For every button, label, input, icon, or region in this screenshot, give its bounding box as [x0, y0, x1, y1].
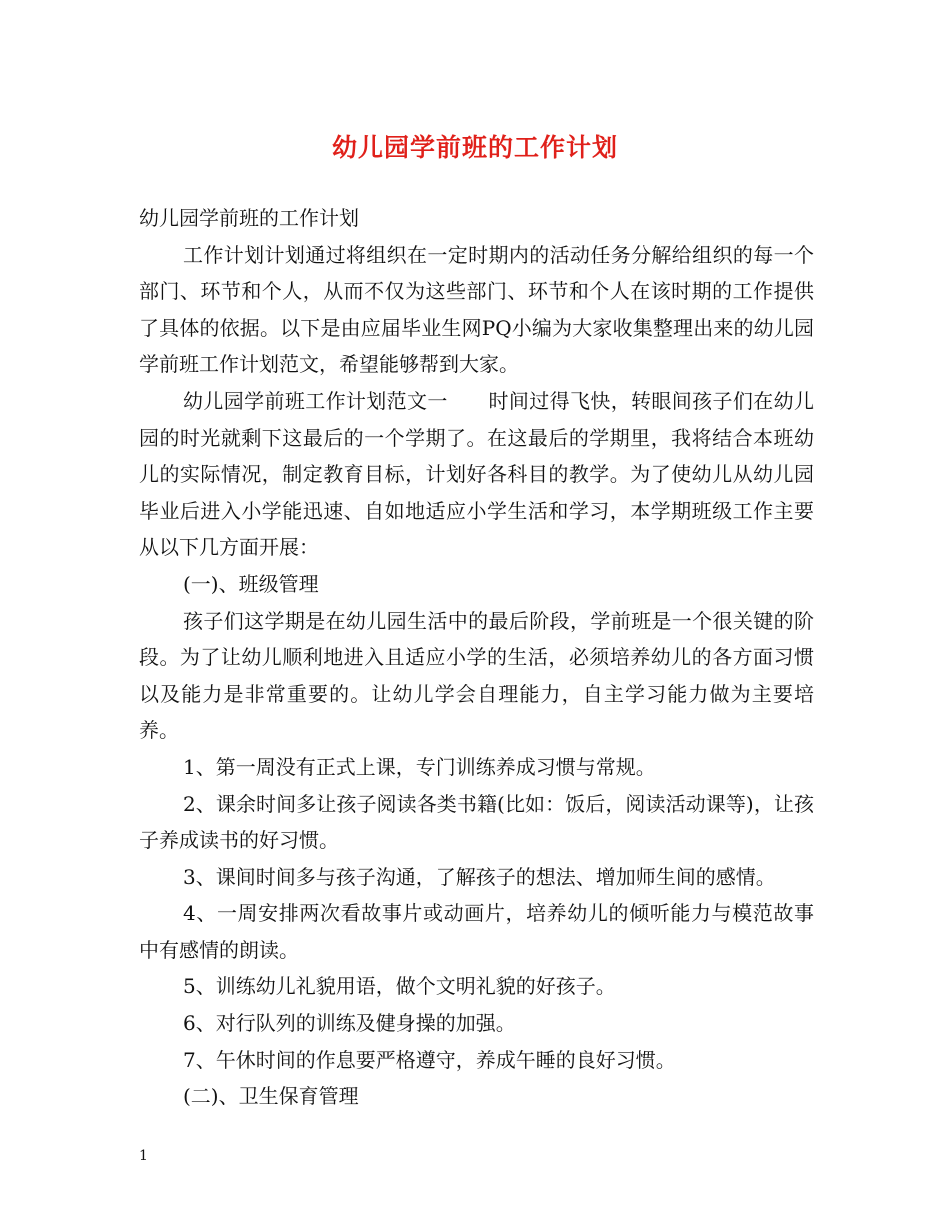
- list-item-6: 6、对行队列的训练及健身操的加强。: [183, 1011, 516, 1036]
- sample-one-paragraph: 幼儿园学前班工作计划范文一 时间过得飞快，转眼间孩子们在幼儿园的时光就剩下这最后的一个学期了。在这最后的学期里，我将结合本班幼儿的实际情况，制定教育目标，计划好各科目的教学。为了使幼儿从幼儿园毕业后进入小学能迅速、自如地适应小学生活和学习，本学期班级工作主要从以下几方面开展：: [139, 388, 814, 560]
- intro-paragraph: 工作计划计划通过将组织在一定时期内的活动任务分解给组织的每一个部门、环节和个人，从而不仅为这些部门、环节和个人在该时期的工作提供了具体的依据。以下是由应届毕业生网PQ小编为大家收集整理出来的幼儿园学前班工作计划范文，希望能够帮到大家。: [139, 242, 814, 377]
- subtitle-paragraph: 幼儿园学前班的工作计划: [139, 206, 359, 230]
- page-number: 1: [139, 1148, 148, 1164]
- list-item-3: 3、课间时间多与孩子沟通，了解孩子的想法、增加师生间的感情。: [183, 864, 776, 889]
- document-title: 幼儿园学前班的工作计划: [331, 133, 618, 162]
- class-management-paragraph: 孩子们这学期是在幼儿园生活中的最后阶段，学前班是一个很关键的阶段。为了让幼儿顺利地进入且适应小学的生活，必须培养幼儿的各方面习惯以及能力是非常重要的。让幼儿学会自理能力，自主学习能力做为主要培养。: [139, 608, 814, 743]
- list-item-5: 5、训练幼儿礼貌用语，做个文明礼貌的好孩子。: [183, 974, 616, 999]
- section-heading-class-management: (一)、班级管理: [183, 571, 319, 596]
- list-item-4: 4、一周安排两次看故事片或动画片，培养幼儿的倾听能力与模范故事中有感情的朗读。: [139, 901, 814, 962]
- document-body: [139, 200, 814, 1115]
- list-item-7: 7、午休时间的作息要严格遵守，养成午睡的良好习惯。: [183, 1047, 676, 1072]
- section-heading-hygiene: (二)、卫生保育管理: [183, 1084, 359, 1109]
- list-item-1: 1、第一周没有正式上课，专门训练养成习惯与常规。: [183, 754, 656, 779]
- list-item-2: 2、课余时间多让孩子阅读各类书籍(比如：饭后，阅读活动课等)，让孩子养成读书的好习惯。: [139, 791, 814, 853]
